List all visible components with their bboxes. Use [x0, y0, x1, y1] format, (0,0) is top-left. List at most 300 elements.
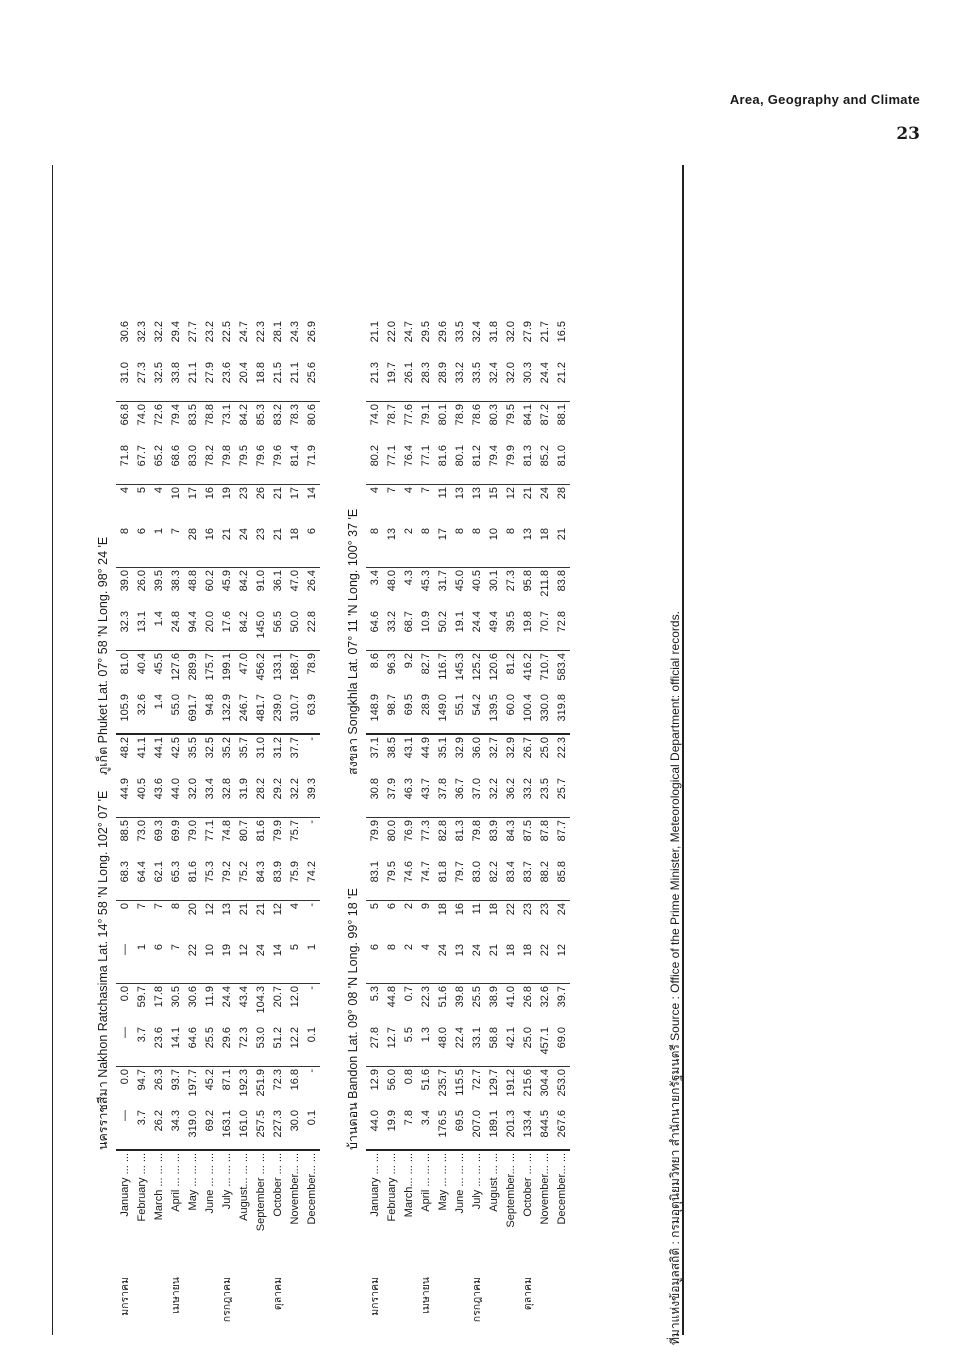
left-station-cell: —: [116, 1108, 133, 1150]
table-row: [235, 319, 252, 1345]
left-station-cell: 25.7: [553, 776, 570, 818]
right-station-cell: 66.8: [118, 404, 131, 426]
right-station-cell: 60.2: [203, 570, 216, 592]
left-station-cell: 7: [152, 903, 165, 910]
month-label: April ... ... ...: [419, 1153, 432, 1212]
right-station-cell: 8: [468, 526, 485, 568]
left-station-cell: 31.2: [271, 737, 284, 759]
right-station-cell: 16: [201, 526, 218, 568]
right-station-cell: 8: [366, 526, 383, 568]
right-station-cell: 28.9: [434, 360, 451, 402]
right-station-cell: 78.6: [470, 404, 483, 426]
month-label: March ... ... ...: [152, 1153, 165, 1221]
right-station-cell: 85.3: [254, 404, 267, 426]
right-station-cell: 21.1: [368, 321, 381, 343]
right-station-cell: 20.0: [201, 609, 218, 651]
left-station-cell: 2: [400, 942, 417, 984]
month-label: April ... ... ...: [169, 1153, 182, 1212]
right-station-cell: 79.4: [169, 404, 182, 426]
left-station-cell: 32.8: [218, 776, 235, 818]
left-station-cell: 31.0: [254, 737, 267, 759]
right-station-cell: 33.2: [451, 360, 468, 402]
right-station-cell: 481.7: [252, 692, 269, 734]
left-station-cell: 53.0: [252, 1025, 269, 1067]
left-station-cell: 24: [252, 942, 269, 984]
left-station-cell: 38.9: [487, 986, 500, 1008]
month-label: May ... ... ...: [186, 1153, 199, 1211]
right-station-cell: 22.0: [385, 321, 398, 343]
season-label: กรกฎาคม: [220, 1277, 233, 1323]
table-row: [519, 319, 536, 1345]
right-station-cell: 83.0: [184, 443, 201, 485]
table-row: [434, 319, 451, 1345]
left-station-cell: 23.6: [150, 1025, 167, 1067]
left-station-cell: 51.6: [419, 1069, 432, 1091]
left-station-cell: 44.9: [419, 737, 432, 759]
right-station-cell: 80.6: [305, 404, 318, 426]
left-station-cell: 26.2: [150, 1108, 167, 1150]
right-station-cell: 78.2: [201, 443, 218, 485]
left-station-cell: 58.8: [485, 1025, 502, 1067]
left-station-cell: 12.7: [383, 1025, 400, 1067]
left-station-cell: 30.6: [186, 986, 199, 1008]
right-station-cell: 15: [487, 487, 500, 500]
left-station-cell: 33.4: [201, 776, 218, 818]
left-station-cell: 0.0: [118, 1069, 131, 1085]
left-station-cell: 2: [402, 903, 415, 910]
rotated-climate-table: [90, 165, 685, 1345]
right-station-cell: 13.1: [133, 609, 150, 651]
right-station-cell: 26.1: [400, 360, 417, 402]
left-station-cell: 30.0: [286, 1108, 303, 1150]
left-station-cell: 21: [485, 942, 502, 984]
right-station-cell: 17: [288, 487, 301, 500]
right-station-cell: 19.7: [383, 360, 400, 402]
left-station-cell: 87.5: [521, 820, 534, 842]
right-station-cell: 3.4: [368, 570, 381, 586]
section-1-titles: [90, 165, 116, 1345]
right-station-cell: 94.8: [201, 692, 218, 734]
season-label: เมษายน: [419, 1277, 432, 1314]
left-station-cell: 5.5: [400, 1025, 417, 1067]
left-station-cell: 79.8: [470, 820, 483, 842]
left-station-cell: 21: [254, 903, 267, 916]
left-station-cell: 39.8: [453, 986, 466, 1008]
right-station-cell: 22.8: [303, 609, 320, 651]
right-station-cell: 32.3: [116, 609, 133, 651]
season-label: [400, 1275, 417, 1345]
left-station-cell: 36.0: [470, 737, 483, 759]
left-station-cell: 36.7: [451, 776, 468, 818]
right-station-cell: 65.2: [150, 443, 167, 485]
right-station-cell: 127.6: [169, 653, 182, 681]
left-station-cell: 235.7: [436, 1069, 449, 1097]
right-station-cell: 456.2: [254, 653, 267, 681]
left-station-cell: 207.0: [468, 1108, 485, 1150]
left-station-cell: 18: [487, 903, 500, 916]
left-station-cell: 79.9: [271, 820, 284, 842]
right-station-cell: 28: [184, 526, 201, 568]
right-station-cell: 80.2: [366, 443, 383, 485]
left-station-cell: 115.5: [453, 1069, 466, 1096]
left-station-cell: 25.0: [538, 737, 551, 759]
left-station-cell: 176.5: [434, 1108, 451, 1150]
left-station-cell: 80.7: [237, 820, 250, 842]
chapter-heading: Area, Geography and Climate: [729, 92, 920, 107]
right-station-cell: 22.3: [254, 321, 267, 343]
season-label: กรกฎาคม: [470, 1277, 483, 1323]
right-station-cell: 74.0: [135, 404, 148, 426]
right-station-cell: 145.0: [252, 609, 269, 651]
left-station-cell: 37.1: [368, 737, 381, 759]
right-station-cell: 246.7: [235, 692, 252, 734]
right-station-cell: 27.9: [521, 321, 534, 343]
table-row: [468, 319, 485, 1345]
right-station-cell: 33.8: [167, 360, 184, 402]
left-station-cell: 257.5: [252, 1108, 269, 1150]
right-station-cell: 14: [305, 487, 318, 500]
right-station-cell: 17.6: [218, 609, 235, 651]
month-label: August... ... ...: [237, 1153, 250, 1221]
left-station-cell: 69.2: [201, 1108, 218, 1150]
left-station-cell: 12.2: [286, 1025, 303, 1067]
right-station-cell: 40.4: [135, 653, 148, 675]
right-station-cell: 23.2: [203, 321, 216, 343]
left-station-cell: 69.0: [553, 1025, 570, 1067]
left-station-cell: 83.1: [366, 859, 383, 901]
left-station-cell: 26.8: [521, 986, 534, 1008]
right-station-cell: 72.8: [553, 609, 570, 651]
left-station-cell: 41.0: [504, 986, 517, 1008]
left-station-cell: 42.1: [502, 1025, 519, 1067]
right-station-cell: 8: [451, 526, 468, 568]
left-station-cell: 46.3: [400, 776, 417, 818]
left-station-cell: 26.3: [152, 1069, 165, 1091]
left-station-cell: 81.8: [434, 859, 451, 901]
right-station-cell: 139.5: [485, 692, 502, 734]
right-station-cell: 13: [519, 526, 536, 568]
right-station-cell: 94.4: [184, 609, 201, 651]
month-label: July ... ... ...: [220, 1153, 233, 1210]
right-station-cell: 81.2: [468, 443, 485, 485]
right-station-cell: 8: [502, 526, 519, 568]
left-station-cell: 251.9: [254, 1069, 267, 1097]
left-station-cell: 44.0: [366, 1108, 383, 1150]
left-station-cell: 163.1: [218, 1108, 235, 1150]
right-station-cell: 10.9: [417, 609, 434, 651]
right-station-cell: 28.3: [417, 360, 434, 402]
section-1-table: [116, 319, 320, 1345]
season-label: ตุลาคม: [521, 1277, 534, 1311]
left-station-cell: 25.5: [470, 986, 483, 1008]
table-row: [184, 319, 201, 1345]
left-station-cell: 23.5: [536, 776, 553, 818]
right-station-cell: 710.7: [538, 653, 551, 681]
season-label: [201, 1275, 218, 1345]
left-station-cell: 0.8: [402, 1069, 415, 1085]
right-station-cell: 18.8: [252, 360, 269, 402]
right-station-cell: 70.7: [536, 609, 553, 651]
left-station-cell: 12: [553, 942, 570, 984]
right-station-cell: 50.2: [434, 609, 451, 651]
left-station-cell: 32.2: [485, 776, 502, 818]
right-station-cell: 79.5: [235, 443, 252, 485]
left-station-cell: 44.1: [152, 737, 165, 759]
left-station-cell: 43.4: [237, 986, 250, 1008]
left-station-cell: 74.7: [417, 859, 434, 901]
left-station-cell: 13: [451, 942, 468, 984]
right-station-cell: 47.0: [237, 653, 250, 675]
left-station-cell: 22.3: [419, 986, 432, 1008]
right-station-cell: 691.7: [184, 692, 201, 734]
right-station-cell: 29.5: [419, 321, 432, 343]
right-station-cell: 55.1: [451, 692, 468, 734]
right-station-cell: 78.9: [453, 404, 466, 426]
right-station-cell: 16: [203, 487, 216, 500]
left-station-cell: -: [305, 986, 318, 990]
month-label: October ... ...: [271, 1153, 284, 1217]
right-station-cell: 79.8: [218, 443, 235, 485]
left-station-cell: 32.5: [203, 737, 216, 759]
left-station-cell: 104.3: [254, 986, 267, 1014]
right-station-cell: 32.4: [485, 360, 502, 402]
left-station-cell: 267.6: [553, 1108, 570, 1150]
left-station-cell: 6: [366, 942, 383, 984]
left-station-cell: 74.2: [303, 859, 320, 901]
table-row: [116, 319, 133, 1345]
left-station-cell: 5.3: [368, 986, 381, 1002]
right-station-cell: 30.6: [118, 321, 131, 343]
right-station-cell: 105.9: [116, 692, 133, 734]
left-station-cell: 19.9: [383, 1108, 400, 1150]
month-label: February ... ...: [135, 1153, 148, 1222]
section-2-table: [366, 319, 570, 1345]
right-station-cell: 125.2: [470, 653, 483, 681]
table-row: [252, 319, 269, 1345]
left-station-cell: 69.3: [152, 820, 165, 842]
right-station-cell: 76.4: [400, 443, 417, 485]
right-station-cell: 23: [237, 487, 250, 500]
table-row: [485, 319, 502, 1345]
season-label: [150, 1275, 167, 1345]
left-station-cell: 7: [167, 942, 184, 984]
right-station-cell: 81.3: [519, 443, 536, 485]
right-station-cell: 80.1: [436, 404, 449, 426]
right-station-cell: 54.2: [468, 692, 485, 734]
right-station-cell: 87.2: [538, 404, 551, 426]
left-station-cell: 45.2: [203, 1069, 216, 1091]
left-station-cell: 1: [133, 942, 150, 984]
left-station-cell: 31.9: [235, 776, 252, 818]
right-station-cell: 4: [368, 487, 381, 494]
left-station-cell: 18: [502, 942, 519, 984]
table-row: [383, 319, 400, 1345]
right-station-cell: 81.6: [434, 443, 451, 485]
right-station-cell: 71.8: [116, 443, 133, 485]
right-station-cell: 24: [235, 526, 252, 568]
left-station-cell: 72.3: [271, 1069, 284, 1091]
month-label: November... ...: [288, 1153, 301, 1225]
month-label: November... ...: [538, 1153, 551, 1225]
right-station-cell: 39.5: [502, 609, 519, 651]
left-station-cell: -: [305, 737, 318, 741]
right-station-cell: 310.7: [286, 692, 303, 734]
month-label: January ... ...: [118, 1153, 131, 1217]
right-station-cell: 40.5: [470, 570, 483, 592]
right-station-cell: 74.0: [368, 404, 381, 426]
right-station-cell: 73.1: [220, 404, 233, 426]
left-station-cell: 6: [150, 942, 167, 984]
right-station-cell: 18: [286, 526, 303, 568]
left-station-cell: 87.7: [555, 820, 568, 842]
right-station-cell: 30.3: [519, 360, 536, 402]
left-station-cell: 77.1: [203, 820, 216, 842]
right-station-cell: 48.0: [385, 570, 398, 592]
right-station-cell: 79.9: [502, 443, 519, 485]
table-row: [286, 319, 303, 1345]
right-station-cell: 28.9: [417, 692, 434, 734]
right-station-cell: 7: [419, 487, 432, 494]
left-station-cell: 6: [385, 903, 398, 910]
left-station-cell: 69.9: [169, 820, 182, 842]
right-station-cell: 33.5: [453, 321, 466, 343]
left-station-cell: 87.1: [220, 1069, 233, 1091]
left-station-cell: 23: [521, 903, 534, 916]
right-station-cell: 68.7: [400, 609, 417, 651]
right-station-cell: 21: [271, 487, 284, 500]
right-station-cell: 175.7: [203, 653, 216, 681]
left-station-cell: 4: [417, 942, 434, 984]
right-station-cell: 9.2: [402, 653, 415, 669]
season-label: [451, 1275, 468, 1345]
right-station-cell: 77.6: [402, 404, 415, 426]
left-station-cell: 0.0: [118, 986, 131, 1002]
table-row: [218, 319, 235, 1345]
left-station-cell: 83.9: [487, 820, 500, 842]
right-station-cell: 18: [536, 526, 553, 568]
left-station-cell: 21: [237, 903, 250, 916]
left-station-cell: 76.9: [402, 820, 415, 842]
right-station-cell: 13: [470, 487, 483, 500]
left-station-cell: 44.8: [385, 986, 398, 1008]
left-station-cell: 81.6: [254, 820, 267, 842]
left-station-cell: 9: [419, 903, 432, 910]
right-station-cell: 67.7: [133, 443, 150, 485]
section-2-titles: [340, 165, 366, 1345]
right-station-cell: 199.1: [220, 653, 233, 681]
left-station-cell: 7.8: [400, 1108, 417, 1150]
right-station-cell: 60.0: [502, 692, 519, 734]
left-station-cell: 20: [186, 903, 199, 916]
left-station-cell: 79.5: [383, 859, 400, 901]
right-station-cell: 95.8: [521, 570, 534, 592]
left-station-cell: 0.1: [303, 1108, 320, 1150]
left-station-cell: 304.4: [538, 1069, 551, 1097]
left-station-cell: 11.9: [203, 986, 216, 1007]
right-station-cell: 91.0: [254, 570, 267, 592]
right-station-cell: 71.9: [303, 443, 320, 485]
right-station-cell: 26.9: [305, 321, 318, 343]
left-station-cell: 24.4: [220, 986, 233, 1008]
right-station-cell: 583.4: [555, 653, 568, 681]
right-station-cell: 81.0: [553, 443, 570, 485]
right-station-cell: 85.2: [536, 443, 553, 485]
left-station-cell: 5: [286, 942, 303, 984]
left-station-cell: 5: [368, 903, 381, 910]
left-station-cell: 12: [203, 903, 216, 916]
right-station-cell: 84.1: [521, 404, 534, 426]
season-label: [434, 1275, 451, 1345]
season-label: มกราคม: [118, 1277, 131, 1316]
right-station-cell: 39.5: [152, 570, 165, 592]
season-label: [286, 1275, 303, 1345]
left-station-cell: 82.2: [485, 859, 502, 901]
left-station-cell: 35.2: [220, 737, 233, 759]
right-station-cell: 27.9: [201, 360, 218, 402]
right-station-cell: 145.3: [453, 653, 466, 681]
left-station-cell: 22: [504, 903, 517, 916]
season-label: มกราคม: [368, 1277, 381, 1316]
left-station-cell: 20.7: [271, 986, 284, 1008]
right-station-cell: 4: [402, 487, 415, 494]
right-station-cell: 30.1: [487, 570, 500, 592]
left-station-cell: 85.8: [553, 859, 570, 901]
right-station-cell: 31.7: [436, 570, 449, 592]
left-station-cell: 19: [218, 942, 235, 984]
right-station-cell: 81.4: [286, 443, 303, 485]
left-station-cell: 4: [288, 903, 301, 910]
right-station-cell: 24.7: [237, 321, 250, 343]
right-station-cell: 77.1: [417, 443, 434, 485]
left-station-cell: 94.7: [135, 1069, 148, 1091]
right-station-cell: 79.1: [419, 404, 432, 426]
left-station-cell: 74.6: [400, 859, 417, 901]
left-station-cell: 36.2: [502, 776, 519, 818]
right-station-cell: 78.8: [203, 404, 216, 426]
right-station-cell: 120.6: [487, 653, 500, 681]
left-station-cell: 189.1: [485, 1108, 502, 1150]
left-station-cell: 192.3: [237, 1069, 250, 1097]
left-station-cell: 37.8: [434, 776, 451, 818]
left-station-cell: 93.7: [169, 1069, 182, 1091]
table-row: [553, 319, 570, 1345]
right-station-cell: 45.9: [220, 570, 233, 592]
right-station-cell: 4.3: [402, 570, 415, 586]
left-station-cell: 0: [118, 903, 131, 910]
left-station-cell: 65.3: [167, 859, 184, 901]
right-station-cell: 36.1: [271, 570, 284, 592]
left-station-cell: 88.2: [536, 859, 553, 901]
right-station-cell: 133.1: [271, 653, 284, 681]
left-station-cell: 51.2: [269, 1025, 286, 1067]
left-station-cell: 44.0: [167, 776, 184, 818]
left-station-cell: 3.4: [417, 1108, 434, 1150]
left-station-cell: -: [305, 820, 318, 824]
right-station-cell: 29.6: [436, 321, 449, 343]
right-station-cell: 1: [150, 526, 167, 568]
left-station-cell: 48.2: [118, 737, 131, 759]
right-station-cell: 24.4: [468, 609, 485, 651]
left-station-cell: 8: [169, 903, 182, 910]
right-station-cell: 289.9: [186, 653, 199, 681]
table-row: [451, 319, 468, 1345]
left-station-cell: 18: [436, 903, 449, 916]
right-station-cell: 27.3: [504, 570, 517, 592]
month-label: May ... ... ...: [436, 1153, 449, 1211]
season-label: [252, 1275, 269, 1345]
nakhon-ratchasima-title: นครราชสีมา Nakhon Ratchasima Lat. 14° 58 'N Long. 102° 07 'E: [96, 790, 110, 1150]
month-label: August ... ...: [487, 1153, 500, 1212]
